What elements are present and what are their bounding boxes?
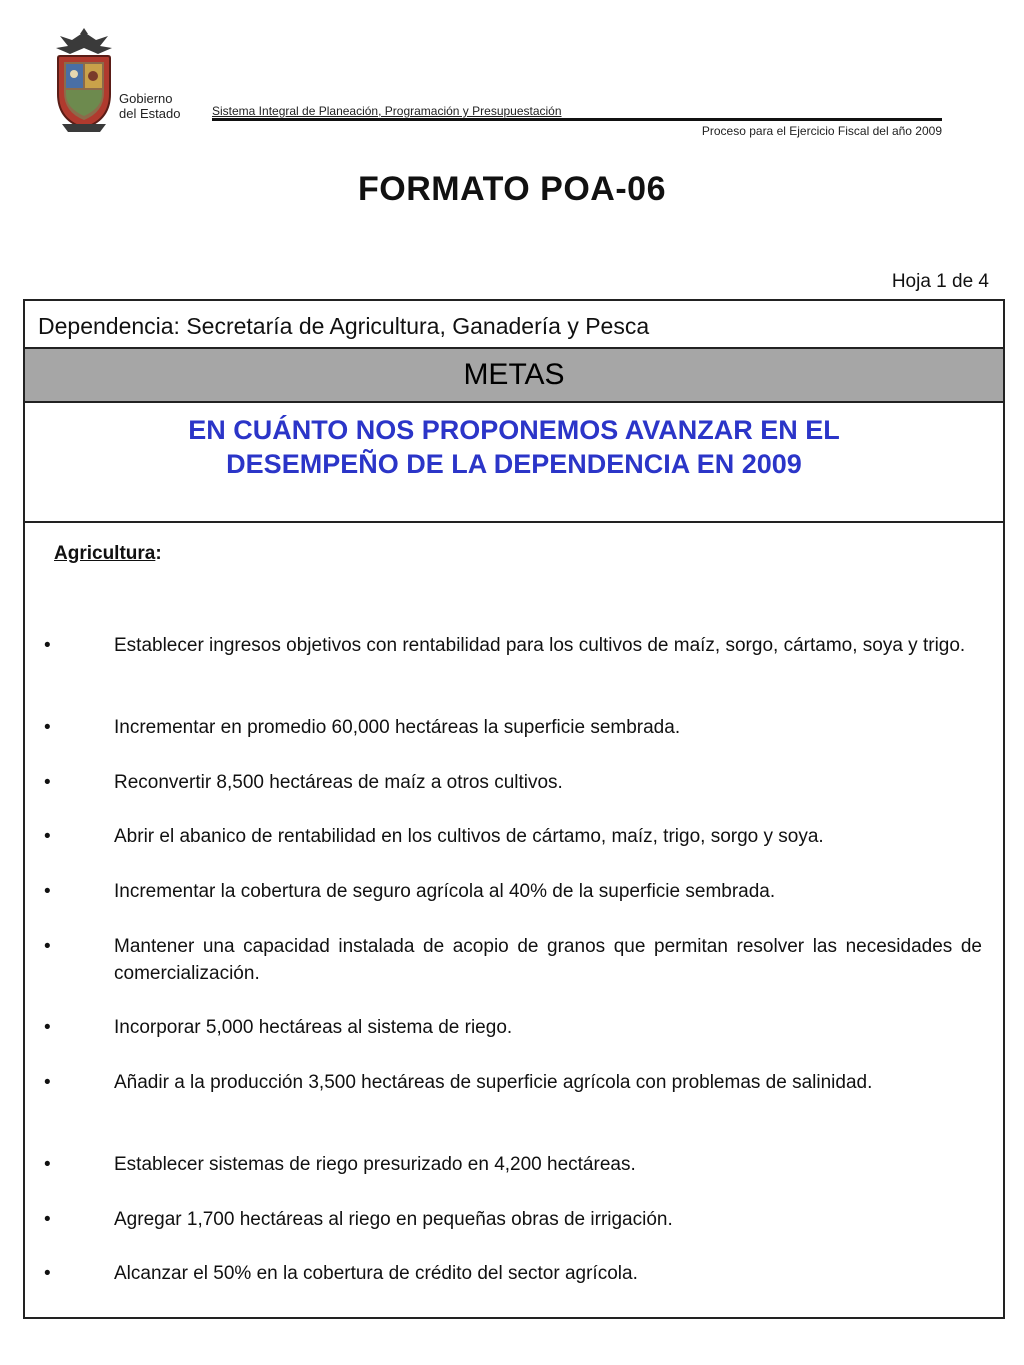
purpose-line-2: DESEMPEÑO DE LA DEPENDENCIA EN 2009: [226, 449, 802, 479]
header-divider: [212, 118, 942, 121]
dependency-name: Dependencia: Secretaría de Agricultura, Ganadería y Pesca: [38, 313, 650, 339]
goals-form: [23, 299, 1005, 1319]
goal-text: Incrementar en promedio 60,000 hectáreas la superficie sembrada.: [114, 717, 681, 738]
bullet-icon: •: [44, 1209, 51, 1230]
bullet-icon: •: [44, 1017, 51, 1038]
fiscal-process: Proceso para el Ejercicio Fiscal del año 2009: [701, 124, 942, 138]
goal-text: Incrementar la cobertura de seguro agrícola al 40% de la superficie sembrada.: [114, 881, 776, 902]
section-label: METAS: [463, 358, 565, 391]
subsection-heading-colon: :: [155, 543, 162, 564]
bullet-icon: •: [44, 1072, 51, 1093]
bullet-icon: •: [44, 936, 51, 957]
goal-text: Establecer ingresos objetivos con rentabilidad para los cultivos de maíz, sorgo, cártamo, soya y trigo.: [114, 635, 966, 656]
system-name: Sistema Integral de Planeación, Programación y Presupuestación: [212, 104, 562, 118]
bullet-icon: •: [44, 1263, 51, 1284]
goal-text: Alcanzar el 50% en la cobertura de crédito del sector agrícola.: [114, 1263, 638, 1284]
bullet-icon: •: [44, 717, 51, 738]
subsection-heading-text: Agricultura: [54, 543, 156, 564]
goal-text: Reconvertir 8,500 hectáreas de maíz a otros cultivos.: [114, 772, 563, 793]
purpose-line-1: EN CUÁNTO NOS PROPONEMOS AVANZAR EN EL: [188, 415, 840, 445]
bullet-icon: •: [44, 826, 51, 847]
goal-text: Establecer sistemas de riego presurizado en 4,200 hectáreas.: [114, 1154, 636, 1175]
sheet-number: Hoja 1 de 4: [891, 271, 989, 292]
goal-text: Agregar 1,700 hectáreas al riego en pequeñas obras de irrigación.: [114, 1209, 673, 1230]
document-title: FORMATO POA-06: [358, 170, 666, 208]
government-label: [119, 91, 180, 121]
state-coat-of-arms-icon: [50, 28, 118, 136]
government-label-line-2: del Estado: [119, 106, 181, 121]
goal-text: Añadir a la producción 3,500 hectáreas de superficie agrícola con problemas de salinidad.: [114, 1072, 873, 1093]
bullet-icon: •: [44, 881, 51, 902]
goal-text: Incorporar 5,000 hectáreas al sistema de riego.: [114, 1017, 513, 1038]
bullet-icon: •: [44, 1154, 51, 1175]
bullet-icon: •: [44, 635, 51, 656]
goal-text: Abrir el abanico de rentabilidad en los cultivos de cártamo, maíz, trigo, sorgo y soya.: [114, 826, 824, 847]
goals-list: [25, 301, 1003, 1317]
government-label-line-1: Gobierno: [119, 91, 173, 106]
bullet-icon: •: [44, 772, 51, 793]
goal-text: Mantener una capacidad instalada de acopio de granos que permitan resolver las necesidades de comercialización.: [114, 936, 982, 984]
